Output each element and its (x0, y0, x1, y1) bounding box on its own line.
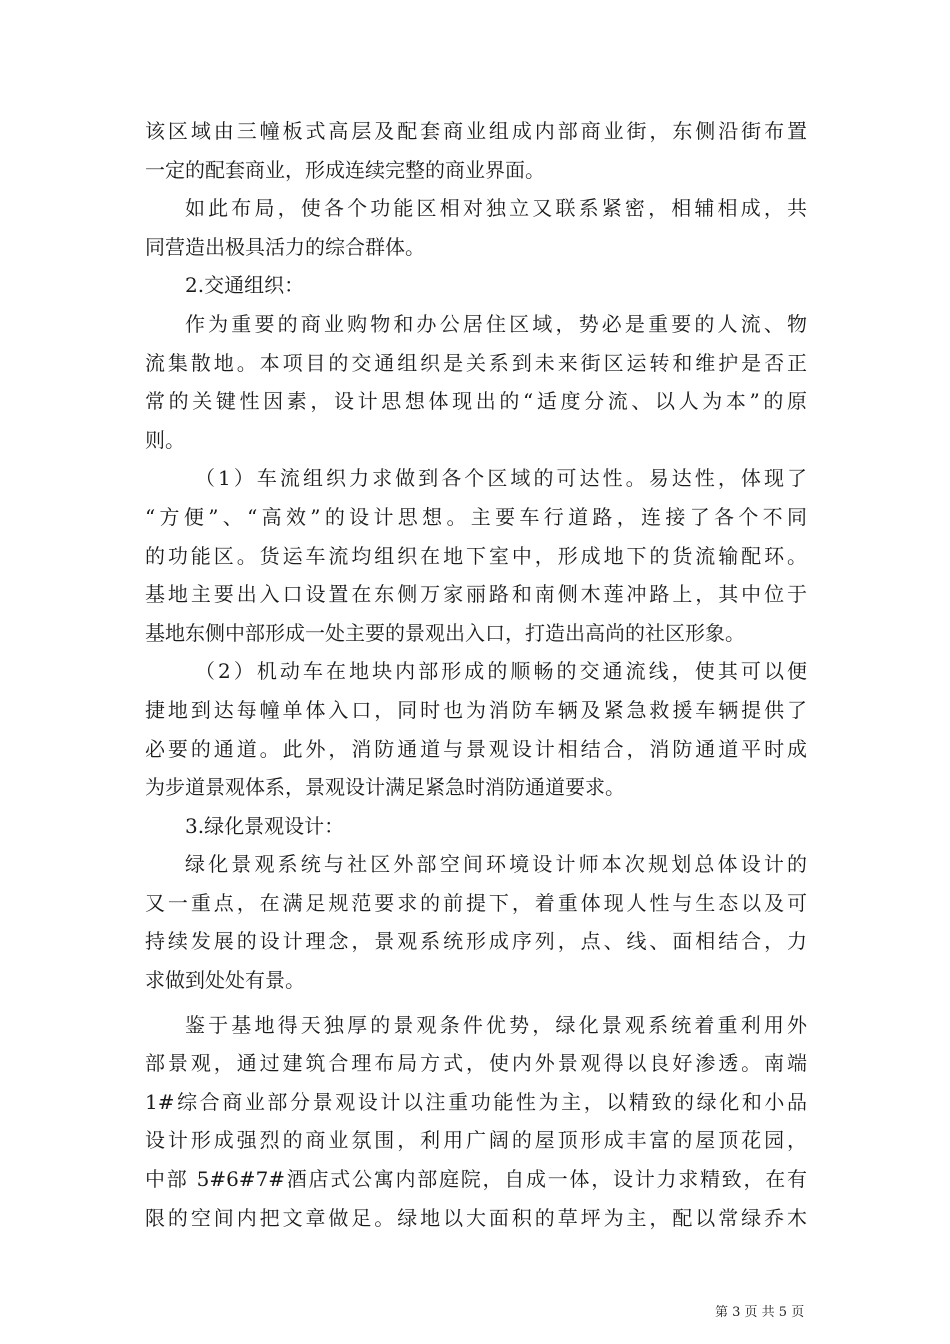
text-line: 如此布局，使各个功能区相对独立又联系紧密，相辅相成，共 (185, 196, 807, 221)
text-line: “方便”、“高效”的设计思想。主要车行道路，连接了各个不同 (145, 504, 807, 529)
text-line: 则。 (145, 427, 185, 452)
text-line: 一定的配套商业，形成连续完整的商业界面。 (145, 157, 545, 182)
text-line: （2）机动车在地块内部形成的顺畅的交通流线，使其可以便 (195, 659, 807, 684)
text-line: 持续发展的设计理念，景观系统形成序列，点、线、面相结合，力 (145, 929, 807, 954)
text-line: 常的关键性因素，设计思想体现出的“适度分流、以人为本”的原 (145, 389, 807, 414)
text-line: 基地主要出入口设置在东侧万家丽路和南侧木莲冲路上，其中位于 (145, 582, 807, 607)
text-line: 又一重点，在满足规范要求的前提下，着重体现人性与生态以及可 (145, 890, 807, 915)
text-line: 基地东侧中部形成一处主要的景观出入口，打造出高尚的社区形象。 (145, 620, 745, 645)
text-line: 1#综合商业部分景观设计以注重功能性为主，以精致的绿化和小品 (145, 1089, 807, 1114)
text-line: 流集散地。本项目的交通组织是关系到未来街区运转和维护是否正 (145, 350, 807, 375)
text-line: 同营造出极具活力的综合群体。 (145, 234, 425, 259)
text-line: 作为重要的商业购物和办公居住区域，势必是重要的人流、物 (185, 311, 807, 336)
text-line: 中部 5#6#7#酒店式公寓内部庭院，自成一体，设计力求精致，在有 (145, 1167, 807, 1192)
text-line: 绿化景观系统与社区外部空间环境设计师本次规划总体设计的 (185, 852, 807, 877)
text-line: 部景观，通过建筑合理布局方式，使内外景观得以良好渗透。南端 (145, 1051, 807, 1076)
text-line: 捷地到达每幢单体入口，同时也为消防车辆及紧急救援车辆提供了 (145, 697, 807, 722)
text-line: 2.交通组织： (185, 273, 305, 298)
page-number: 第 3 页 共 5 页 (715, 1305, 805, 1320)
text-line: 鉴于基地得天独厚的景观条件优势，绿化景观系统着重利用外 (185, 1012, 807, 1037)
text-line: 为步道景观体系，景观设计满足紧急时消防通道要求。 (145, 775, 625, 800)
text-line: 设计形成强烈的商业氛围，利用广阔的屋顶形成丰富的屋顶花园， (145, 1128, 807, 1153)
body-text (145, 112, 807, 1237)
text-line: 求做到处处有景。 (145, 968, 305, 993)
text-line: 3.绿化景观设计： (185, 813, 345, 838)
text-line: （1）车流组织力求做到各个区域的可达性。易达性，体现了 (195, 466, 807, 491)
text-line: 该区域由三幢板式高层及配套商业组成内部商业街，东侧沿街布置 (145, 119, 807, 143)
text-line: 必要的通道。此外，消防通道与景观设计相结合，消防通道平时成 (145, 736, 807, 761)
text-line: 限的空间内把文章做足。绿地以大面积的草坪为主，配以常绿乔木 (145, 1205, 807, 1230)
text-line: 的功能区。货运车流均组织在地下室中，形成地下的货流输配环。 (145, 543, 807, 568)
